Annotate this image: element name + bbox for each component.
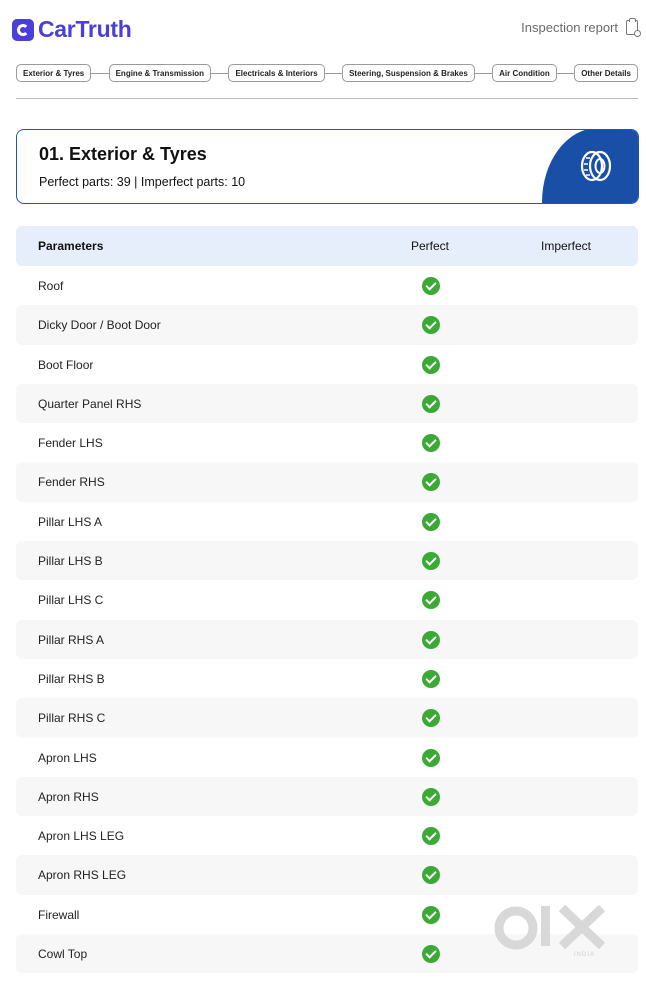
tab-exterior-tyres[interactable]: Exterior & Tyres — [16, 64, 91, 82]
row-parameter-label: Dicky Door / Boot Door — [38, 318, 161, 333]
brand-logo-icon — [12, 19, 34, 41]
tab-electricals-interiors[interactable]: Electricals & Interiors — [228, 64, 324, 82]
row-parameter-label: Fender LHS — [38, 436, 103, 451]
clipboard-search-icon — [626, 20, 638, 35]
table-row — [16, 541, 638, 580]
table-row — [16, 423, 638, 462]
row-parameter-label: Quarter Panel RHS — [38, 396, 142, 411]
tab-other-details[interactable]: Other Details — [574, 64, 638, 82]
check-circle-icon — [422, 473, 440, 491]
check-circle-icon — [422, 552, 440, 570]
check-circle-icon — [422, 788, 440, 806]
section-badge — [542, 129, 639, 204]
table-row — [16, 345, 638, 384]
tab-connector — [475, 73, 492, 74]
row-parameter-label: Cowl Top — [38, 947, 88, 962]
tab-connector — [557, 73, 574, 74]
check-circle-icon — [422, 591, 440, 609]
tab-air-condition[interactable]: Air Condition — [492, 64, 557, 82]
check-circle-icon — [422, 434, 440, 452]
row-parameter-label: Fender RHS — [38, 475, 105, 490]
check-circle-icon — [422, 277, 440, 295]
olx-watermark-logo — [494, 900, 610, 960]
table-row — [16, 580, 638, 619]
brand-logo[interactable] — [12, 16, 131, 43]
check-circle-icon — [422, 631, 440, 649]
table-row — [16, 502, 638, 541]
tab-connector — [325, 73, 342, 74]
check-circle-icon — [422, 945, 440, 963]
table-row — [16, 462, 638, 501]
row-parameter-label: Apron LHS — [38, 750, 97, 765]
check-circle-icon — [422, 866, 440, 884]
category-tabs — [16, 64, 638, 82]
check-circle-icon — [422, 316, 440, 334]
row-parameter-label: Firewall — [38, 907, 80, 922]
header-parameters: Parameters — [38, 239, 104, 253]
table-row — [16, 620, 638, 659]
check-circle-icon — [422, 356, 440, 374]
table-row — [16, 816, 638, 855]
parameter-table-body — [16, 266, 638, 973]
inspection-report-link[interactable] — [521, 20, 638, 35]
table-header — [16, 226, 638, 266]
row-parameter-label: Pillar RHS C — [38, 711, 106, 726]
row-parameter-label: Roof — [38, 279, 64, 293]
check-circle-icon — [422, 709, 440, 727]
section-summary-card — [16, 129, 639, 204]
section-title: 01. Exterior & Tyres — [39, 144, 207, 164]
check-circle-icon — [422, 513, 440, 531]
row-parameter-label: Apron RHS LEG — [38, 868, 127, 883]
tab-connector — [91, 73, 108, 74]
row-parameter-label: Pillar LHS C — [38, 593, 104, 608]
check-circle-icon — [422, 827, 440, 845]
header-perfect: Perfect — [411, 239, 450, 253]
section-summary: Perfect parts: 39 | Imperfect parts: 10 — [39, 175, 246, 189]
tab-steering-suspension-brakes[interactable]: Steering, Suspension & Brakes — [342, 64, 475, 82]
check-circle-icon — [422, 670, 440, 688]
header-divider — [16, 98, 638, 99]
row-parameter-label: Apron RHS — [38, 789, 99, 804]
row-parameter-label: Pillar RHS A — [38, 632, 105, 647]
row-parameter-label: Apron LHS LEG — [38, 829, 125, 844]
check-circle-icon — [422, 749, 440, 767]
tab-engine-transmission[interactable]: Engine & Transmission — [109, 64, 211, 82]
brand-name: CarTruth — [38, 16, 132, 42]
table-row — [16, 305, 638, 344]
row-parameter-label: Pillar LHS A — [38, 514, 103, 529]
table-row — [16, 777, 638, 816]
header-imperfect: Imperfect — [541, 239, 592, 253]
table-row — [16, 855, 638, 894]
tab-connector — [211, 73, 228, 74]
table-row — [16, 659, 638, 698]
watermark-subtext: INDIA — [574, 952, 596, 958]
inspection-report-label: Inspection report — [521, 20, 618, 35]
row-parameter-label: Boot Floor — [38, 357, 94, 372]
table-row — [16, 384, 638, 423]
row-parameter-label: Pillar LHS B — [38, 554, 103, 569]
table-row — [16, 266, 638, 305]
table-row — [16, 738, 638, 777]
table-row — [16, 698, 638, 737]
app-header — [0, 0, 646, 60]
row-parameter-label: Pillar RHS B — [38, 671, 105, 686]
tyre-icon — [578, 148, 614, 184]
check-circle-icon — [422, 395, 440, 413]
check-circle-icon — [422, 906, 440, 924]
